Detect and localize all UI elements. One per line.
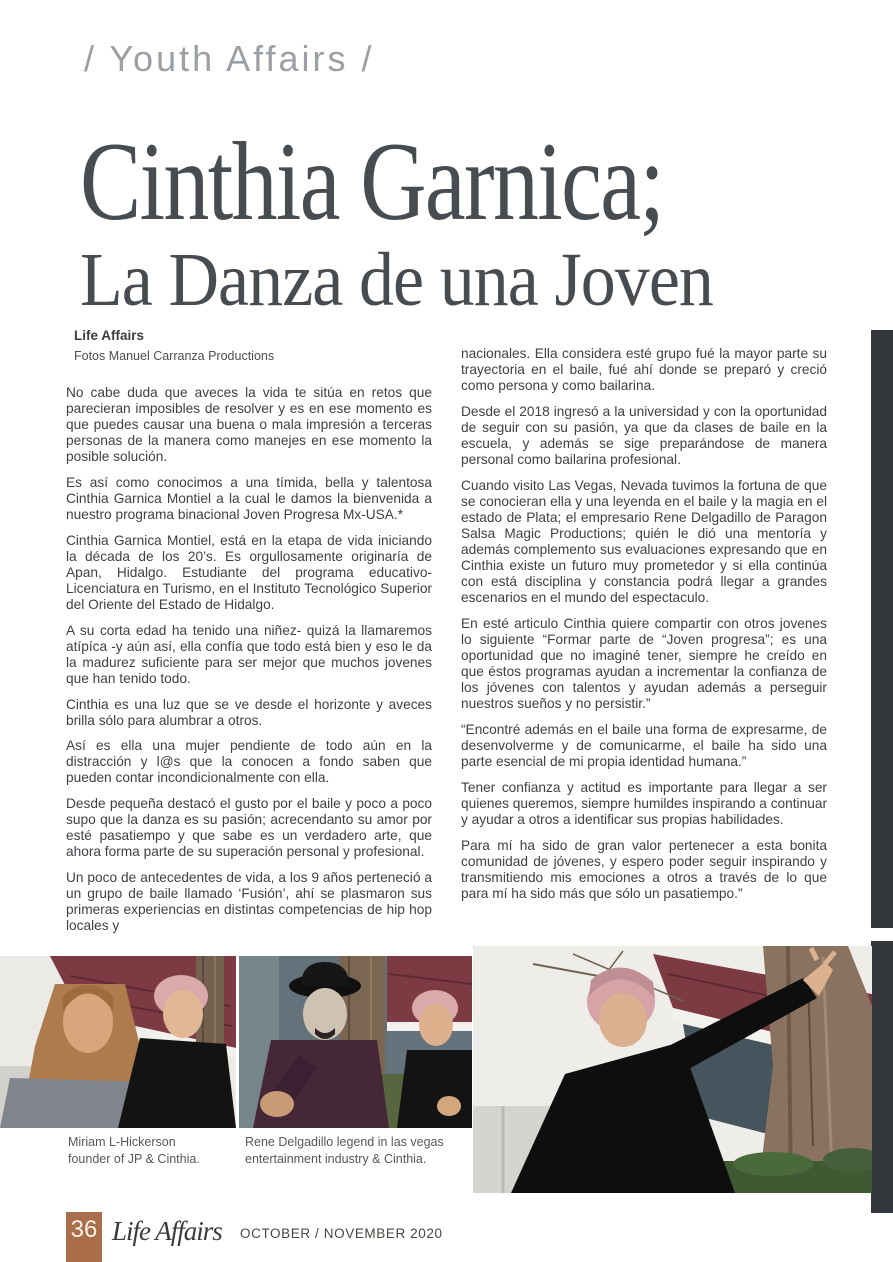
- photo-miriam-and-cinthia: [0, 956, 236, 1128]
- article-title: [80, 120, 791, 322]
- article-paragraph: Cuando visito Las Vegas, Nevada tuvimos la fortuna de que se conocieran ella y una leyenda en el baile y la magia en el estado de Plata; el empresario Rene Delgadillo de Paragon Salsa Magic Productions; quién le dió una mentoría y además complemento sus evaluaciones expresando que en Cinthia existe un futuro muy prometedor y si ella continúa con está disciplina y constancia podrá llegar a grandes escenarios en el mundo del espectaculo.: [461, 477, 827, 606]
- magazine-logo: Life Affairs: [112, 1216, 222, 1246]
- article-paragraph: En esté articulo Cinthia quiere compartir con otros jovenes lo siguiente “Formar parte de “Joven progresa”; es una oportunidad que no imaginé tener, siempre he creído en que éstos programas ayudan a incrementar la confianza de los jóvenes con talentos y ayudan además a perseguir nuestros sueños y no persistir.”: [461, 615, 827, 712]
- caption-line: Miriam L-Hickerson: [68, 1135, 176, 1149]
- photo-rene-and-cinthia: [239, 956, 472, 1128]
- article-paragraph: Desde el 2018 ingresó a la universidad y con la oportunidad de seguir con su pasión, ya que da clases de baile en la escuela, y además se sige preparándose de manera personal como bailarina profesional.: [461, 403, 827, 468]
- article-title-line1: Cinthia Garnica;: [80, 120, 664, 244]
- photo-cinthia-posing: [473, 946, 872, 1193]
- caption-line: Rene Delgadillo legend in las vegas: [245, 1135, 444, 1149]
- article-column-left: [66, 385, 432, 944]
- page-number-badge: 36: [66, 1212, 102, 1262]
- issue-date: OCTOBER / NOVEMBER 2020: [240, 1226, 443, 1241]
- article-paragraph: Cinthia es una luz que se ve desde el horizonte y aveces brilla sólo para alumbrar a otros.: [66, 696, 432, 728]
- caption-line: founder of JP & Cinthia.: [68, 1152, 200, 1166]
- byline-author: Life Affairs: [74, 328, 145, 343]
- article-paragraph: Desde pequeña destacó el gusto por el baile y poco a poco supo que la danza es su pasión; acrecendanto su amor por esté pasatiempo y que sabe es un verdadero arte, que ahora forma parte de su superación personal y profesional.: [66, 796, 432, 860]
- byline-photo-credit: Fotos Manuel Carranza Productions: [74, 349, 275, 363]
- article-paragraph: No cabe duda que aveces la vida te sitúa en retos que parecieran imposibles de resolver y es en ese momento es que puedes causar una buena o mala impresión a terceras personas de la manera como manejes en ese momento la posible solución.: [66, 385, 432, 465]
- photo-caption-miriam: [68, 1134, 200, 1168]
- article-paragraph: A su corta edad ha tenido una niñez- quizá la llamaremos atípíca -y aún así, ella confía que todo está bien y eso le da la madurez suficiente para ser mejor que muchos jovenes que han tenido todo.: [66, 622, 432, 686]
- section-kicker: / Youth Affairs /: [84, 38, 375, 79]
- article-paragraph: nacionales. Ella considera esté grupo fué la mayor parte su trayectoria en el baile, fué ahí donde se preparó y creció como persona y como bailarina.: [461, 346, 827, 394]
- right-edge-accent-strip-lower: [871, 941, 893, 1213]
- article-paragraph: Es así como conocimos a una tímida, bella y talentosa Cinthia Garnica Montiel a la cual le damos la bienvenida a nuestro programa binacional Joven Progresa Mx-USA.*: [66, 474, 432, 523]
- article-title-line2: La Danza de una Joven: [80, 238, 713, 322]
- article-paragraph: Así es ella una mujer pendiente de todo aún en la distracción y l@s que la conocen a fondo saben que pueden contar incondicionalmente con ella.: [66, 738, 432, 786]
- right-edge-accent-strip-upper: [871, 330, 893, 928]
- article-paragraph: Tener confianza y actitud es importante para llegar a ser quienes queremos, siempre humildes inspirando a continuar y ayudar a otros a identificar sus propias habilidades.: [461, 779, 827, 827]
- photo-caption-rene: [245, 1134, 444, 1168]
- article-paragraph: Un poco de antecedentes de vida, a los 9 años perteneció a un grupo de baile llamado ‘Fusión’, ahí se plasmaron sus primeras experiencias en distintas competencias de hip hop locales y: [66, 869, 432, 934]
- article-paragraph: Para mí ha sido de gran valor pertenecer a esta bonita comunidad de jóvenes, y espero poder seguir inspirando y transmitiendo mis emociones a otros a través de lo que para mí ha sido más que sólo un pasatiempo.”: [461, 837, 827, 901]
- caption-line: entertainment industry & Cinthia.: [245, 1152, 427, 1166]
- article-paragraph: Cinthia Garnica Montiel, está en la etapa de vida iniciando la década de los 20’s. Es orgullosamente originaría de Apan, Hidalgo. Estudiante del programa educativo- Licenciatura en Turismo, en el Instituto Tecnológico Superior del Oriente del Estado de Hidalgo.: [66, 532, 432, 613]
- article-paragraph: “Encontré además en el baile una forma de expresarme, de desenvolverme y de comunicarme, el baile ha sido una parte esencial de mi propia identidad humana.”: [461, 721, 827, 770]
- article-column-right: [461, 346, 827, 911]
